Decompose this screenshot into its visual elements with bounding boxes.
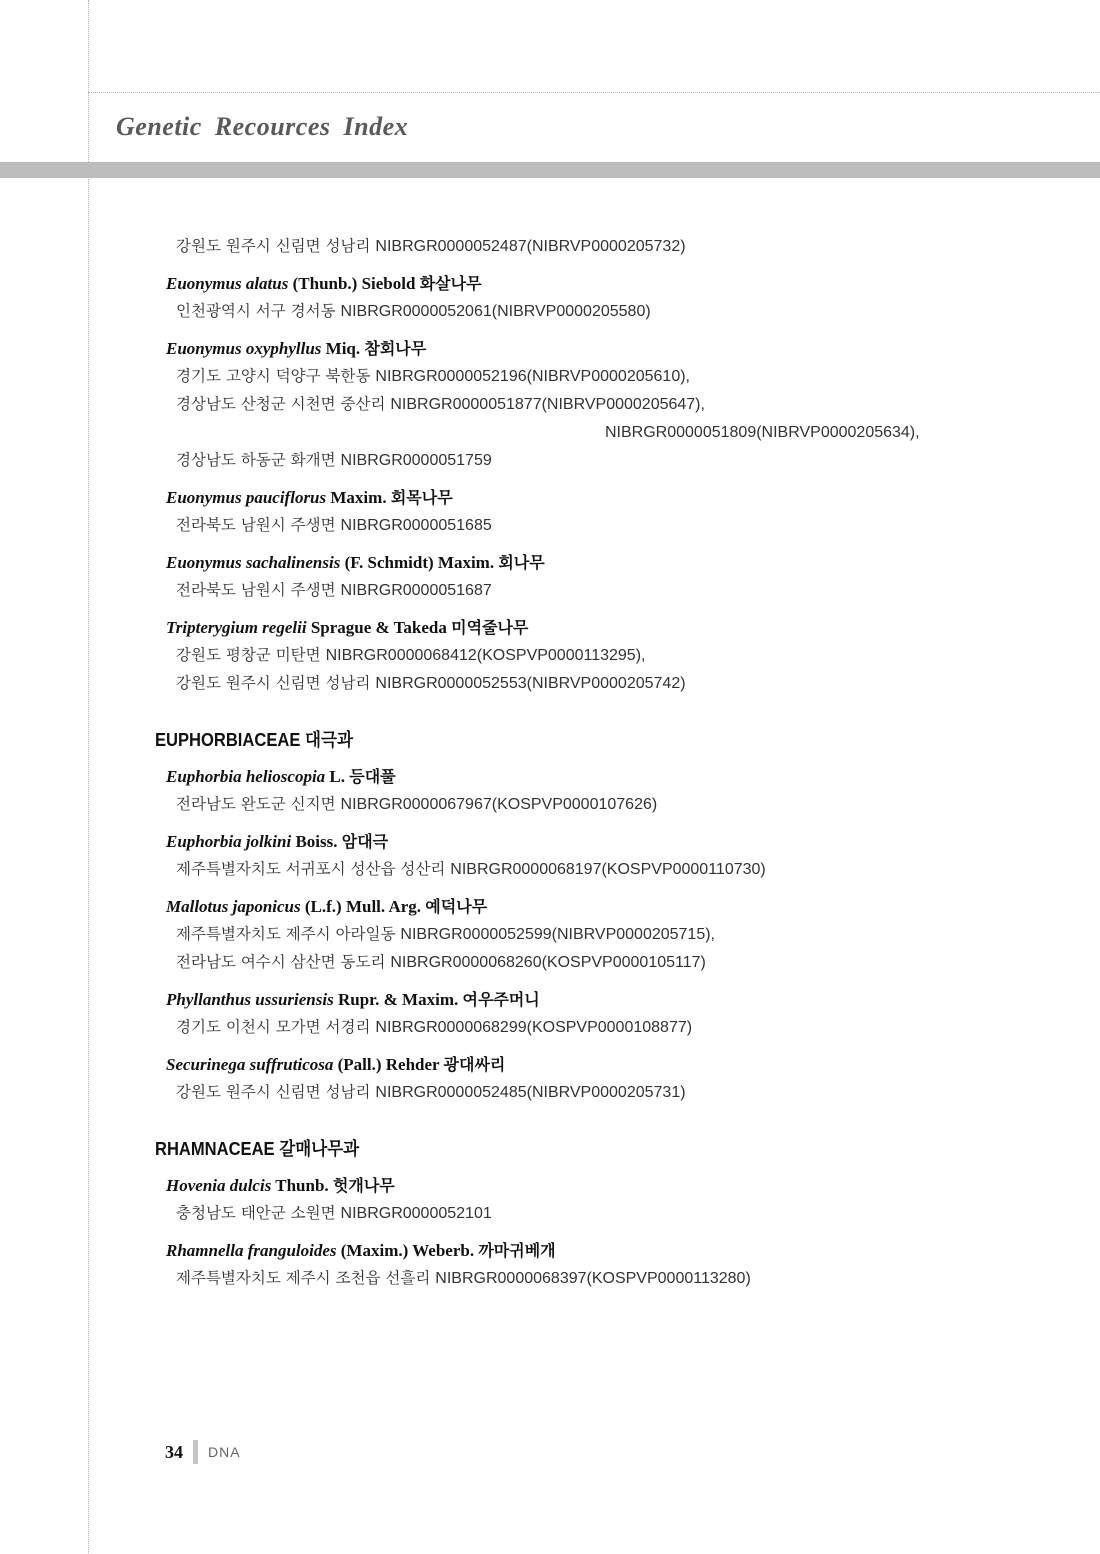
scientific-name: Euphorbia jolkini — [166, 832, 292, 851]
index-content — [155, 232, 1055, 1292]
korean-name: 화살나무 — [419, 274, 482, 293]
specimen-codes: NIBRGR0000051687 — [340, 582, 492, 599]
top-dotted-guide — [88, 92, 1100, 93]
author-name: L. — [329, 767, 346, 786]
korean-name: 회목나무 — [390, 488, 453, 507]
location-line — [155, 855, 1055, 883]
location-place: 강원도 평창군 미탄면 — [176, 646, 321, 664]
species-entry — [155, 336, 1055, 474]
location-line — [155, 446, 1055, 474]
location-place: 경상남도 산청군 시천면 중산리 — [176, 395, 386, 413]
location-line — [155, 1078, 1055, 1106]
specimen-codes: NIBRGR0000052553(NIBRVP0000205742) — [375, 675, 686, 692]
author-name: Maxim. — [330, 488, 387, 507]
species-entry — [155, 485, 1055, 539]
page-footer — [165, 1440, 241, 1464]
page-number: 34 — [165, 1441, 183, 1462]
location-line — [155, 1264, 1055, 1292]
species-name — [155, 1173, 1055, 1199]
location-place: 강원도 원주시 신림면 성남리 — [176, 674, 371, 692]
species-name — [155, 271, 1055, 297]
species-entry — [155, 829, 1055, 883]
specimen-codes: NIBRGR0000068197(KOSPVP0000110730) — [450, 861, 766, 878]
specimen-codes: NIBRGR0000068412(KOSPVP0000113295), — [325, 647, 646, 664]
scientific-name: Euonymus alatus — [166, 274, 289, 293]
header-bar — [0, 162, 1100, 178]
scientific-name: Mallotus japonicus — [166, 897, 301, 916]
species-name — [155, 987, 1055, 1013]
korean-name: 헛개나무 — [332, 1176, 395, 1195]
family-section — [155, 232, 1055, 697]
species-name — [155, 1052, 1055, 1078]
species-name — [155, 764, 1055, 790]
specimen-codes: NIBRGR0000052599(NIBRVP0000205715), — [400, 926, 715, 943]
location-line — [155, 362, 1055, 390]
korean-name: 회나무 — [498, 553, 545, 572]
species-entry — [155, 232, 1055, 260]
location-line — [155, 669, 1055, 697]
species-entry — [155, 1052, 1055, 1106]
specimen-codes: NIBRGR0000068397(KOSPVP0000113280) — [435, 1270, 751, 1287]
species-name — [155, 829, 1055, 855]
specimen-codes: NIBRGR0000067967(KOSPVP0000107626) — [340, 796, 658, 813]
author-name: (Thunb.) Siebold — [292, 274, 416, 293]
scientific-name: Rhamnella franguloides — [166, 1241, 337, 1260]
specimen-codes: NIBRGR0000051877(NIBRVP0000205647), — [390, 396, 705, 413]
family-section — [155, 727, 1055, 1106]
species-name — [155, 485, 1055, 511]
location-place: 제주특별자치도 서귀포시 성산읍 성산리 — [176, 860, 446, 878]
location-line — [155, 511, 1055, 539]
korean-name: 여우주머니 — [462, 990, 540, 1009]
specimen-codes: NIBRGR0000051685 — [340, 517, 492, 534]
location-line — [155, 1199, 1055, 1227]
species-name — [155, 615, 1055, 641]
family-heading: RHAMNACEAE 갈매나무과 — [155, 1139, 360, 1159]
species-name — [155, 550, 1055, 576]
author-name: (Pall.) Rehder — [337, 1055, 440, 1074]
species-entry — [155, 764, 1055, 818]
korean-name: 광대싸리 — [443, 1055, 506, 1074]
location-line — [155, 641, 1055, 669]
korean-name: 예덕나무 — [425, 897, 488, 916]
korean-name: 참회나무 — [364, 339, 427, 358]
location-line — [155, 948, 1055, 976]
korean-name: 미역줄나무 — [451, 618, 529, 637]
scientific-name: Tripterygium regelii — [166, 618, 307, 637]
location-place: 제주특별자치도 제주시 아라일동 — [176, 925, 396, 943]
location-line — [155, 418, 1055, 446]
species-entry — [155, 271, 1055, 325]
species-entry — [155, 1173, 1055, 1227]
species-entry — [155, 615, 1055, 697]
specimen-codes: NIBRGR0000051809(NIBRVP0000205634), — [605, 424, 920, 441]
korean-name: 까마귀베개 — [478, 1241, 556, 1260]
specimen-codes: NIBRGR0000052196(NIBRVP0000205610), — [375, 368, 690, 385]
species-name — [155, 1238, 1055, 1264]
specimen-codes: NIBRGR0000068260(KOSPVP0000105117) — [390, 954, 706, 971]
scientific-name: Euonymus sachalinensis — [166, 553, 341, 572]
author-name: Sprague & Takeda — [310, 618, 447, 637]
author-name: (Maxim.) Weberb. — [340, 1241, 475, 1260]
species-name — [155, 336, 1055, 362]
species-name — [155, 894, 1055, 920]
author-name: Miq. — [325, 339, 361, 358]
location-line — [155, 1013, 1055, 1041]
korean-name: 암대극 — [341, 832, 389, 851]
left-dotted-guide — [88, 0, 89, 1554]
location-place: 경상남도 하동군 화개면 — [176, 451, 336, 469]
species-entry — [155, 987, 1055, 1041]
specimen-codes: NIBRGR0000052101 — [340, 1205, 492, 1222]
specimen-codes: NIBRGR0000052061(NIBRVP0000205580) — [340, 303, 651, 320]
specimen-codes: NIBRGR0000068299(KOSPVP0000108877) — [375, 1019, 693, 1036]
specimen-codes: NIBRGR0000051759 — [340, 452, 492, 469]
location-place: 강원도 원주시 신림면 성남리 — [176, 1083, 371, 1101]
location-line — [155, 790, 1055, 818]
scientific-name: Phyllanthus ussuriensis — [166, 990, 334, 1009]
location-line — [155, 297, 1055, 325]
location-line — [155, 576, 1055, 604]
korean-name: 등대풀 — [349, 767, 396, 786]
location-place: 전라북도 남원시 주생면 — [176, 581, 336, 599]
scientific-name: Euonymus pauciflorus — [166, 488, 327, 507]
author-name: Boiss. — [295, 832, 338, 851]
author-name: Rupr. & Maxim. — [337, 990, 459, 1009]
species-entry — [155, 550, 1055, 604]
family-heading: EUPHORBIACEAE 대극과 — [155, 730, 353, 750]
author-name: Thunb. — [275, 1176, 329, 1195]
specimen-codes: NIBRGR0000052485(NIBRVP0000205731) — [375, 1084, 686, 1101]
location-place: 전라남도 완도군 신지면 — [176, 795, 336, 813]
location-place: 경기도 이천시 모가면 서경리 — [176, 1018, 371, 1036]
location-place: 강원도 원주시 신림면 성남리 — [176, 237, 371, 255]
scientific-name: Hovenia dulcis — [166, 1176, 272, 1195]
author-name: (F. Schmidt) Maxim. — [344, 553, 495, 572]
location-line — [155, 390, 1055, 418]
location-place: 제주특별자치도 제주시 조천읍 선흘리 — [176, 1269, 431, 1287]
location-line — [155, 232, 1055, 260]
species-entry — [155, 1238, 1055, 1292]
running-title: Genetic Recources Index — [116, 112, 409, 141]
scientific-name: Securinega suffruticosa — [166, 1055, 334, 1074]
footer-label: DNA — [208, 1444, 241, 1460]
author-name: (L.f.) Mull. Arg. — [304, 897, 422, 916]
location-place: 충청남도 태안군 소원면 — [176, 1204, 336, 1222]
scientific-name: Euphorbia helioscopia — [166, 767, 326, 786]
location-place: 인천광역시 서구 경서동 — [176, 302, 336, 320]
footer-divider — [193, 1440, 198, 1464]
species-entry — [155, 894, 1055, 976]
specimen-codes: NIBRGR0000052487(NIBRVP0000205732) — [375, 238, 686, 255]
location-line — [155, 920, 1055, 948]
family-section — [155, 1136, 1055, 1292]
location-place: 경기도 고양시 덕양구 북한동 — [176, 367, 371, 385]
scientific-name: Euonymus oxyphyllus — [166, 339, 322, 358]
location-place: 전라남도 여수시 삼산면 동도리 — [176, 953, 386, 971]
location-place: 전라북도 남원시 주생면 — [176, 516, 336, 534]
